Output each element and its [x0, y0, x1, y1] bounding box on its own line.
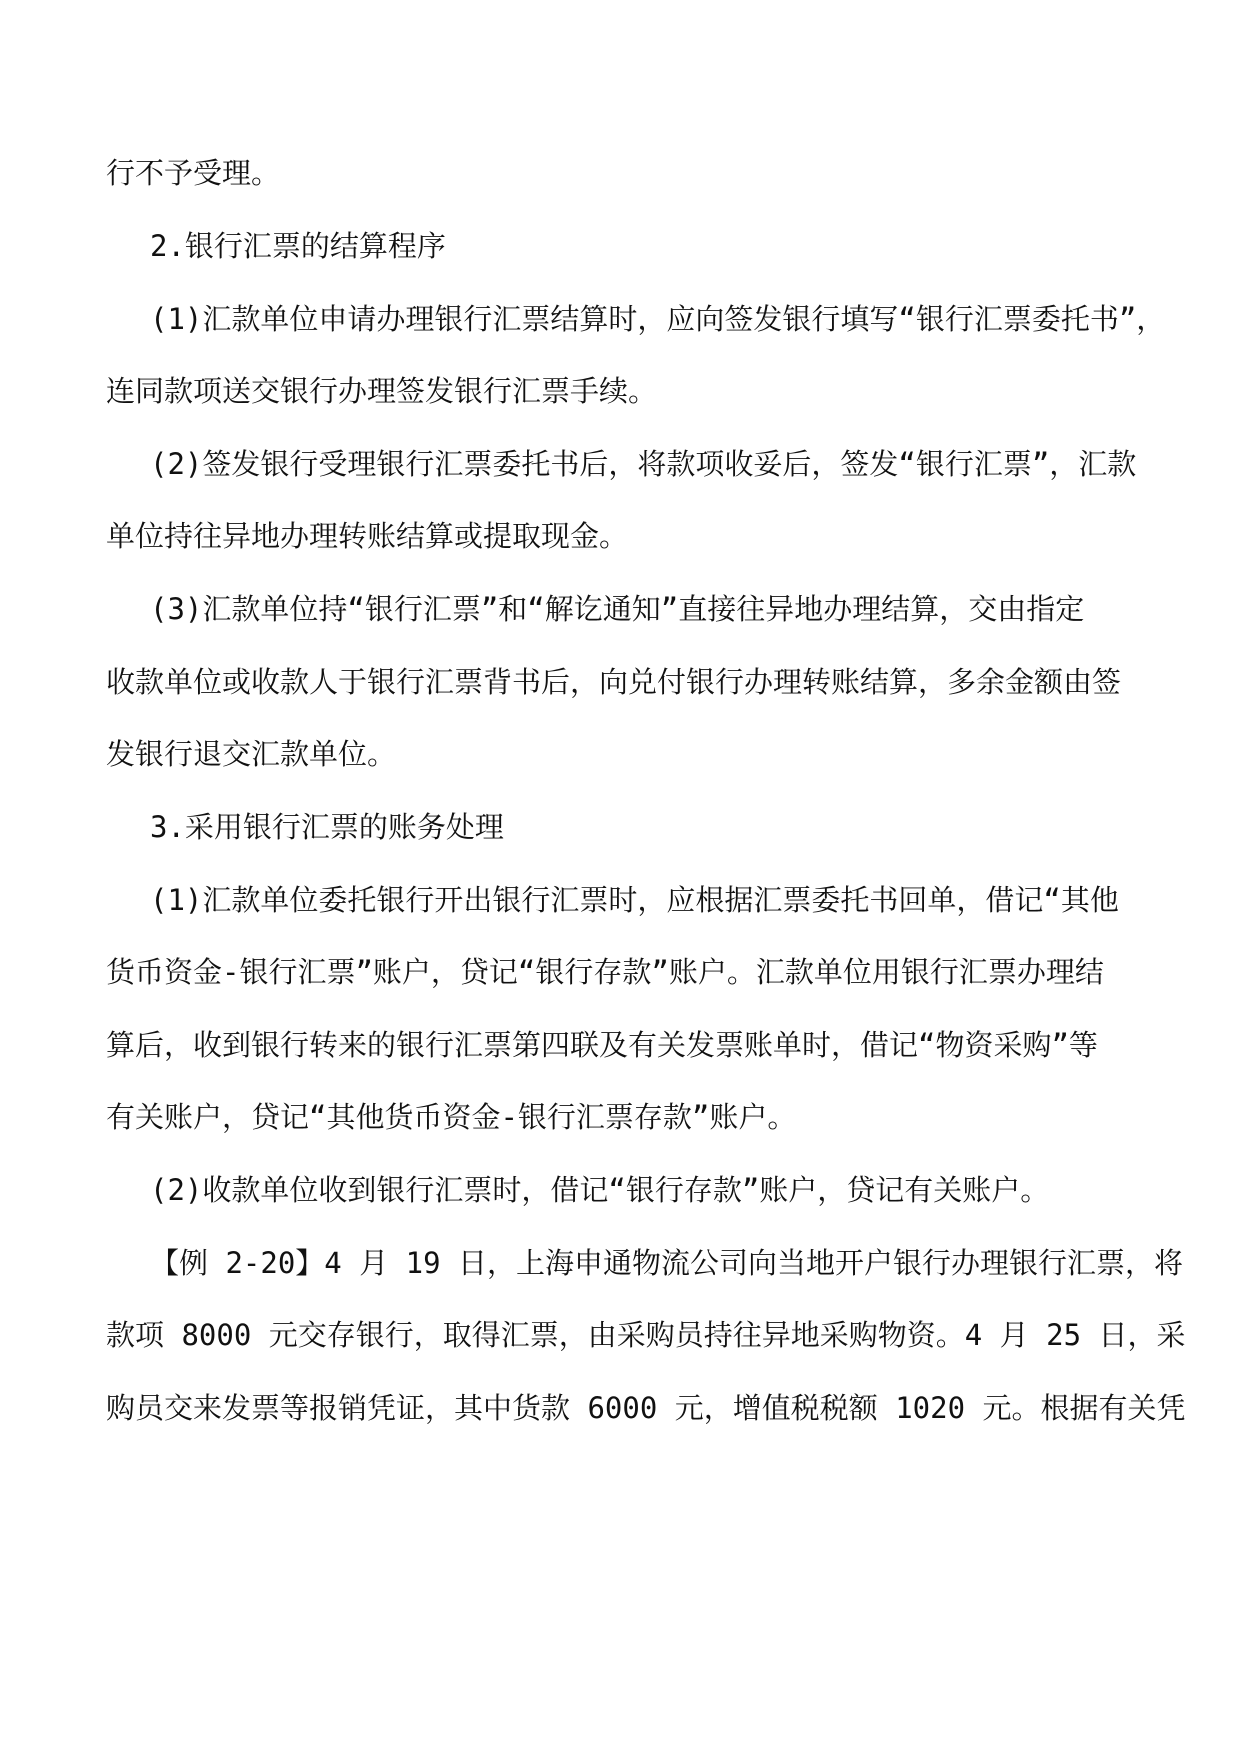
text-line: (2)签发银行受理银行汇票委托书后，将款项收妥后，签发“银行汇票”，汇款	[150, 447, 1137, 481]
text-line: 连同款项送交银行办理签发银行汇票手续。	[106, 374, 658, 408]
text-line: 收款单位或收款人于银行汇票背书后，向兑付银行办理转账结算，多余金额由签	[106, 665, 1122, 699]
text-line: (2)收款单位收到银行汇票时，借记“银行存款”账户，贷记有关账户。	[150, 1173, 1050, 1207]
text-line: (1)汇款单位申请办理银行汇票结算时，应向签发银行填写“银行汇票委托书”，	[150, 302, 1166, 336]
section-heading: 3.采用银行汇票的账务处理	[150, 810, 504, 844]
text-line: 款项 8000 元交存银行，取得汇票，由采购员持往异地采购物资。4 月 25 日，采	[106, 1318, 1186, 1352]
text-line: 单位持往异地办理转账结算或提取现金。	[106, 519, 629, 553]
text-line: 货币资金-银行汇票”账户，贷记“银行存款”账户。汇款单位用银行汇票办理结	[106, 955, 1104, 989]
section-heading: 2.银行汇票的结算程序	[150, 229, 446, 263]
text-line: 购员交来发票等报销凭证，其中货款 6000 元，增值税税额 1020 元。根据有关凭	[106, 1391, 1186, 1425]
example-line: 【例 2-20】4 月 19 日，上海申通物流公司向当地开户银行办理银行汇票，将	[150, 1246, 1184, 1280]
text-line: 发银行退交汇款单位。	[106, 737, 397, 771]
text-line: 算后，收到银行转来的银行汇票第四联及有关发票账单时，借记“物资采购”等	[106, 1028, 1098, 1062]
text-line: (3)汇款单位持“银行汇票”和“解讫通知”直接往异地办理结算，交由指定	[150, 592, 1085, 626]
text-line: (1)汇款单位委托银行开出银行汇票时，应根据汇票委托书回单，借记“其他	[150, 883, 1119, 917]
text-line: 有关账户，贷记“其他货币资金-银行汇票存款”账户。	[106, 1100, 797, 1134]
text-line: 行不予受理。	[106, 156, 281, 190]
